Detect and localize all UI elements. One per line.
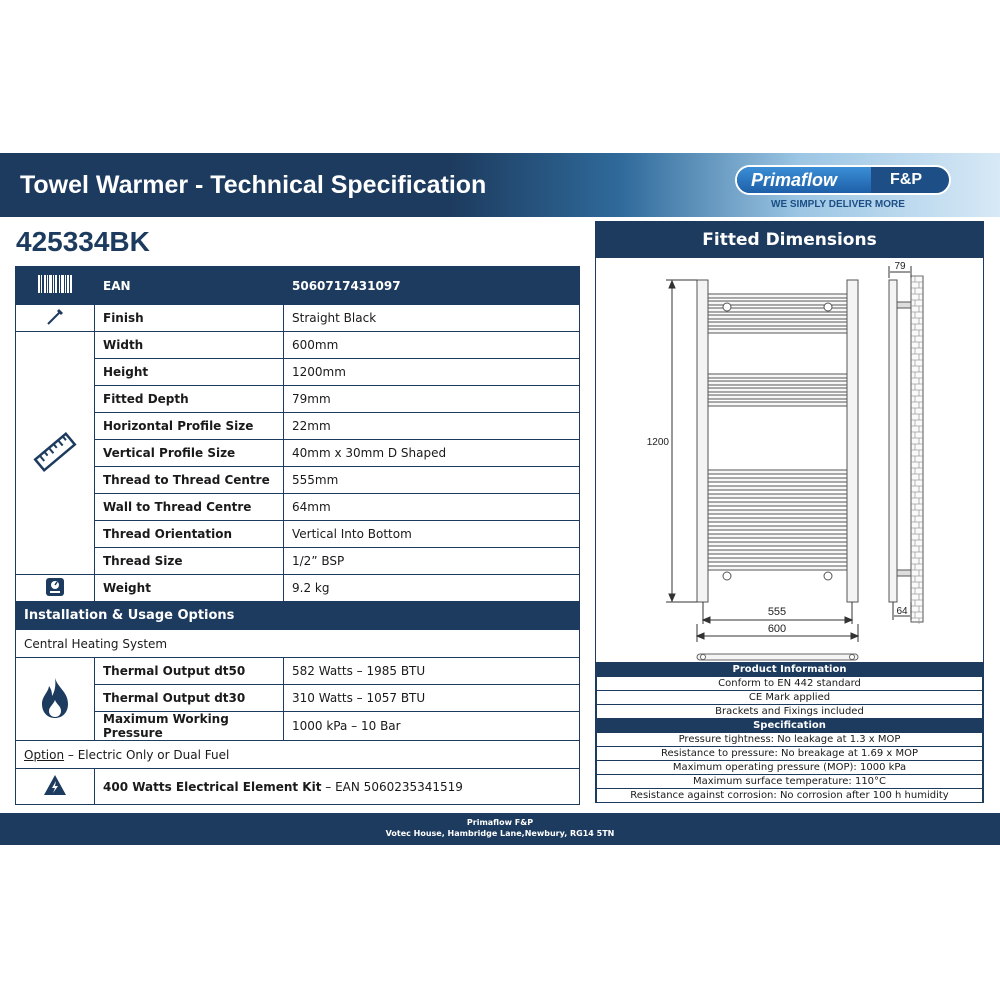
ruler-icon xyxy=(16,332,95,575)
towel-rail xyxy=(708,478,847,482)
width-dimension-label: 600 xyxy=(767,623,787,635)
bracket-bottom-left xyxy=(723,572,731,580)
specification-header-row xyxy=(597,719,983,733)
towel-rail xyxy=(708,322,847,326)
bracket-bottom-right xyxy=(824,572,832,580)
thermal-value: 582 Watts – 1985 BTU xyxy=(284,658,580,685)
header-banner xyxy=(0,153,1000,217)
dimension-label: Wall to Thread Centre xyxy=(95,494,284,521)
depth-dimension-label: 79 xyxy=(894,261,906,272)
specification-row xyxy=(597,733,983,747)
thermal-value: 310 Watts – 1057 BTU xyxy=(284,685,580,712)
thermal-label: Thermal Output dt50 xyxy=(95,658,284,685)
dimension-label: Fitted Depth xyxy=(95,386,284,413)
towel-rail xyxy=(708,329,847,333)
finish-row xyxy=(16,305,580,332)
dimension-row xyxy=(16,521,580,548)
bracket-top-left xyxy=(723,303,731,311)
towel-rail xyxy=(708,558,847,562)
towel-rail xyxy=(708,402,847,406)
towel-rail xyxy=(708,294,847,298)
weight-label: Weight xyxy=(95,575,284,602)
info-table xyxy=(596,662,983,803)
right-upright xyxy=(847,280,858,602)
dimension-value: 22mm xyxy=(284,413,580,440)
specification-item: Resistance to pressure: No breakage at 1.69 x MOP xyxy=(597,747,983,761)
specification-item: Pressure tightness: No leakage at 1.3 x MOP xyxy=(597,733,983,747)
thermal-row xyxy=(16,712,580,741)
fitted-dimensions-panel xyxy=(595,221,984,803)
towel-rail xyxy=(708,381,847,385)
scale-icon xyxy=(16,575,95,602)
towel-rail xyxy=(708,374,847,378)
dimension-row xyxy=(16,467,580,494)
thermal-row xyxy=(16,685,580,712)
option-rest: – Electric Only or Dual Fuel xyxy=(64,747,230,762)
towel-rail xyxy=(708,542,847,546)
option-text xyxy=(16,741,580,769)
page-title: Towel Warmer - Technical Specification xyxy=(20,171,487,199)
towel-rail xyxy=(708,395,847,399)
towel-rail xyxy=(708,315,847,319)
ean-row xyxy=(16,267,580,305)
towel-rail xyxy=(708,494,847,498)
dimension-label: Height xyxy=(95,359,284,386)
product-info-row xyxy=(597,705,983,719)
heating-system-row xyxy=(16,630,580,658)
thermal-row xyxy=(16,658,580,685)
dimension-row xyxy=(16,386,580,413)
installation-section-row xyxy=(16,602,580,630)
dimension-row xyxy=(16,332,580,359)
dimension-label: Vertical Profile Size xyxy=(95,440,284,467)
towel-rail xyxy=(708,388,847,392)
dimension-row xyxy=(16,359,580,386)
option-word: Option xyxy=(24,747,65,762)
towel-warmer-drawing xyxy=(596,258,983,662)
warning-electric-icon xyxy=(16,769,95,805)
fitted-dimensions-title: Fitted Dimensions xyxy=(596,222,983,258)
dimension-row xyxy=(16,440,580,467)
towel-rail xyxy=(708,486,847,490)
specification-item: Maximum surface temperature: 110°C xyxy=(597,775,983,789)
product-info-title: Product Information xyxy=(597,663,983,677)
towel-rail xyxy=(708,518,847,522)
product-info-header-row xyxy=(597,663,983,677)
dimension-label: Thread Size xyxy=(95,548,284,575)
towel-rail xyxy=(708,526,847,530)
towel-rail xyxy=(708,470,847,474)
element-row xyxy=(16,769,580,805)
thermal-label: Maximum Working Pressure xyxy=(95,712,284,741)
spec-table xyxy=(15,266,580,805)
specification-row xyxy=(597,775,983,789)
towel-rails xyxy=(708,294,847,570)
dimension-value: 79mm xyxy=(284,386,580,413)
side-view xyxy=(889,276,923,624)
installation-title: Installation & Usage Options xyxy=(16,602,580,630)
dimension-row xyxy=(16,494,580,521)
thermal-value: 1000 kPa – 10 Bar xyxy=(284,712,580,741)
element-kit-ean: – EAN 5060235341519 xyxy=(321,779,463,794)
towel-rail xyxy=(708,550,847,554)
ean-label: EAN xyxy=(95,267,284,305)
left-upright xyxy=(697,280,708,602)
dimension-row xyxy=(16,413,580,440)
barcode-icon xyxy=(16,267,95,305)
dimension-value: 64mm xyxy=(284,494,580,521)
dimension-value: 600mm xyxy=(284,332,580,359)
dimension-label: Horizontal Profile Size xyxy=(95,413,284,440)
dimension-label: Thread Orientation xyxy=(95,521,284,548)
specification-row xyxy=(597,761,983,775)
specification-row xyxy=(597,747,983,761)
product-code: 425334BK xyxy=(16,226,150,257)
specification-item: Maximum operating pressure (MOP): 1000 kPa xyxy=(597,761,983,775)
dimension-value: 40mm x 30mm D Shaped xyxy=(284,440,580,467)
option-row xyxy=(16,741,580,769)
specification-row xyxy=(597,789,983,803)
flame-icon xyxy=(16,658,95,741)
dimension-value: Vertical Into Bottom xyxy=(284,521,580,548)
thread-dimension-label: 555 xyxy=(767,606,787,618)
footer xyxy=(0,813,1000,845)
specification-title: Specification xyxy=(597,719,983,733)
height-dimension-label: 1200 xyxy=(646,437,669,448)
product-info-item: CE Mark applied xyxy=(597,691,983,705)
product-info-row xyxy=(597,677,983,691)
dimension-row xyxy=(16,548,580,575)
element-kit xyxy=(95,769,580,805)
wall-dimension-label: 64 xyxy=(896,606,908,617)
logo-tagline: WE SIMPLY DELIVER MORE xyxy=(771,199,905,210)
bracket-top-right xyxy=(824,303,832,311)
element-kit-name: 400 Watts Electrical Element Kit xyxy=(103,779,322,794)
heating-system: Central Heating System xyxy=(16,630,580,658)
specification-item: Resistance against corrosion: No corrosion after 100 h humidity xyxy=(597,789,983,803)
logo-suffix: F&P xyxy=(890,171,922,188)
towel-rail xyxy=(708,566,847,570)
dimension-label: Thread to Thread Centre xyxy=(95,467,284,494)
height-dimension-line xyxy=(666,280,697,602)
dimension-label: Width xyxy=(95,332,284,359)
dimension-value: 555mm xyxy=(284,467,580,494)
weight-value: 9.2 kg xyxy=(284,575,580,602)
ean-value: 5060717431097 xyxy=(284,267,580,305)
finish-value: Straight Black xyxy=(284,305,580,332)
weight-row xyxy=(16,575,580,602)
footer-company: Primaflow F&P xyxy=(466,818,534,827)
dimension-value: 1200mm xyxy=(284,359,580,386)
product-info-item: Brackets and Fixings included xyxy=(597,705,983,719)
thermal-label: Thermal Output dt30 xyxy=(95,685,284,712)
product-info-row xyxy=(597,691,983,705)
footer-address: Votec House, Hambridge Lane,Newbury, RG14 5TN xyxy=(385,829,615,838)
paintbrush-icon xyxy=(16,305,95,332)
primaflow-logo xyxy=(735,165,955,213)
finish-label: Finish xyxy=(95,305,284,332)
towel-rail xyxy=(708,534,847,538)
towel-rail xyxy=(708,502,847,506)
top-view-bar xyxy=(697,654,858,660)
towel-rail xyxy=(708,510,847,514)
dimension-value: 1/2” BSP xyxy=(284,548,580,575)
product-info-item: Conform to EN 442 standard xyxy=(597,677,983,691)
logo-name: Primaflow xyxy=(751,170,838,190)
